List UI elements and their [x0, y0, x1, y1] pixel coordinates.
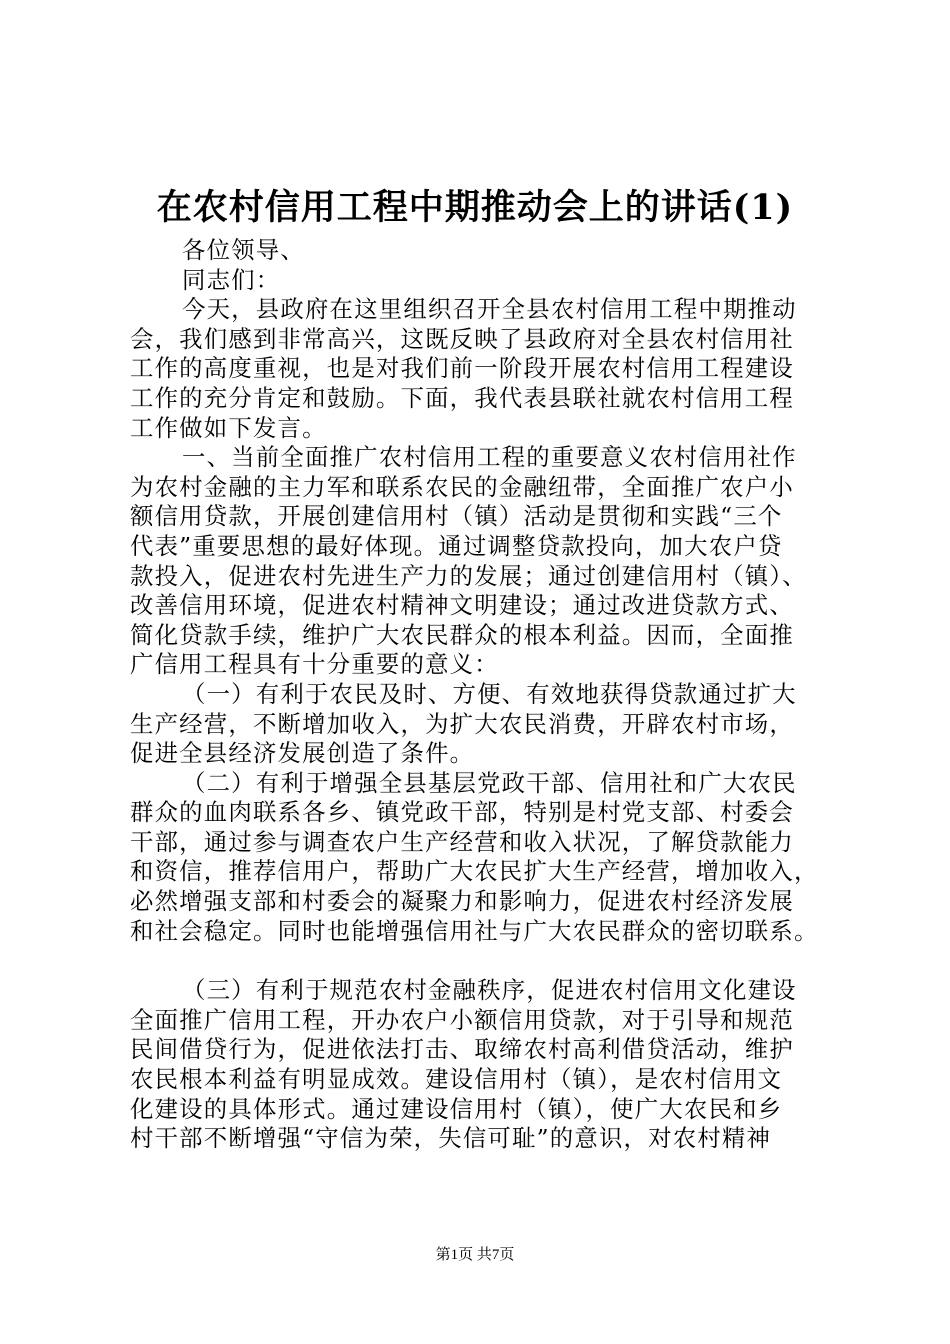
paragraph-gap: [130, 946, 846, 976]
body-line: 必然增强支部和村委会的凝聚力和影响力，促进农村经济发展: [130, 887, 794, 916]
subsection-line: （一）有利于农民及时、方便、有效地获得贷款通过扩大: [182, 679, 797, 708]
body-line: 为农村金融的主力军和联系农民的金融纽带，全面推广农户小: [130, 472, 794, 501]
body-line: 工作做如下发言。: [130, 413, 327, 442]
body-line: 今天，县政府在这里组织召开全县农村信用工程中期推动: [182, 295, 797, 324]
body-line: 工作的高度重视，也是对我们前一阶段开展农村信用工程建设: [130, 354, 794, 383]
body-line: 农民根本利益有明显成效。建设信用村（镇），是农村信用文: [130, 1065, 783, 1094]
body-line: 化建设的具体形式。通过建设信用村（镇），使广大农民和乡: [130, 1094, 783, 1123]
body-line: 促进全县经济发展创造了条件。: [130, 739, 475, 768]
section-heading-line: 一、当前全面推广农村信用工程的重要意义农村信用社作: [182, 443, 797, 472]
body-line: 和资信，推荐信用户，帮助广大农民扩大生产经营，增加收入，: [130, 857, 819, 886]
body-line: 广信用工程具有十分重要的意义：: [130, 650, 499, 679]
body-line: 会，我们感到非常高兴，这既反映了县政府对全县农村信用社: [130, 324, 794, 353]
body-line: 群众的血肉联系各乡、镇党政干部，特别是村党支部、村委会: [130, 798, 794, 827]
body-line: 款投入，促进农村先进生产力的发展；通过创建信用村（镇）、: [130, 561, 807, 590]
subsection-line: （三）有利于规范农村金融秩序，促进农村信用文化建设: [182, 976, 797, 1005]
body-line: 额信用贷款，开展创建信用村（镇）活动是贯彻和实践“三个: [130, 502, 783, 531]
body-line: 生产经营，不断增加收入，为扩大农民消费，开辟农村市场，: [130, 709, 794, 738]
body-line: 工作的充分肯定和鼓励。下面，我代表县联社就农村信用工程: [130, 383, 794, 412]
salutation-line: 同志们：: [182, 265, 281, 294]
body-line: 改善信用环境，促进农村精神文明建设；通过改进贷款方式、: [130, 591, 794, 620]
page-footer: 第1页 共7页: [435, 1247, 515, 1263]
body-line: 民间借贷行为，促进依法打击、取缔农村高利借贷活动，维护: [130, 1035, 794, 1064]
body-line: 村干部不断增强“守信为荣，失信可耻”的意识，对农村精神: [130, 1124, 772, 1153]
body-line: 简化贷款手续，维护广大农民群众的根本利益。因而，全面推: [130, 620, 794, 649]
subsection-line: （二）有利于增强全县基层党政干部、信用社和广大农民: [182, 768, 797, 797]
document-body: [130, 236, 846, 1154]
body-line: 代表”重要思想的最好体现。通过调整贷款投向，加大农户贷: [130, 531, 783, 560]
body-line: 全面推广信用工程，开办农户小额信用贷款，对于引导和规范: [130, 1005, 794, 1034]
salutation-line: 各位领导、: [182, 236, 305, 264]
document-title: 在农村信用工程中期推动会上的讲话(1): [156, 187, 794, 228]
body-line: 干部，通过参与调查农户生产经营和收入状况，了解贷款能力: [130, 827, 794, 856]
body-line: 和社会稳定。同时也能增强信用社与广大农民群众的密切联系。: [130, 916, 819, 945]
